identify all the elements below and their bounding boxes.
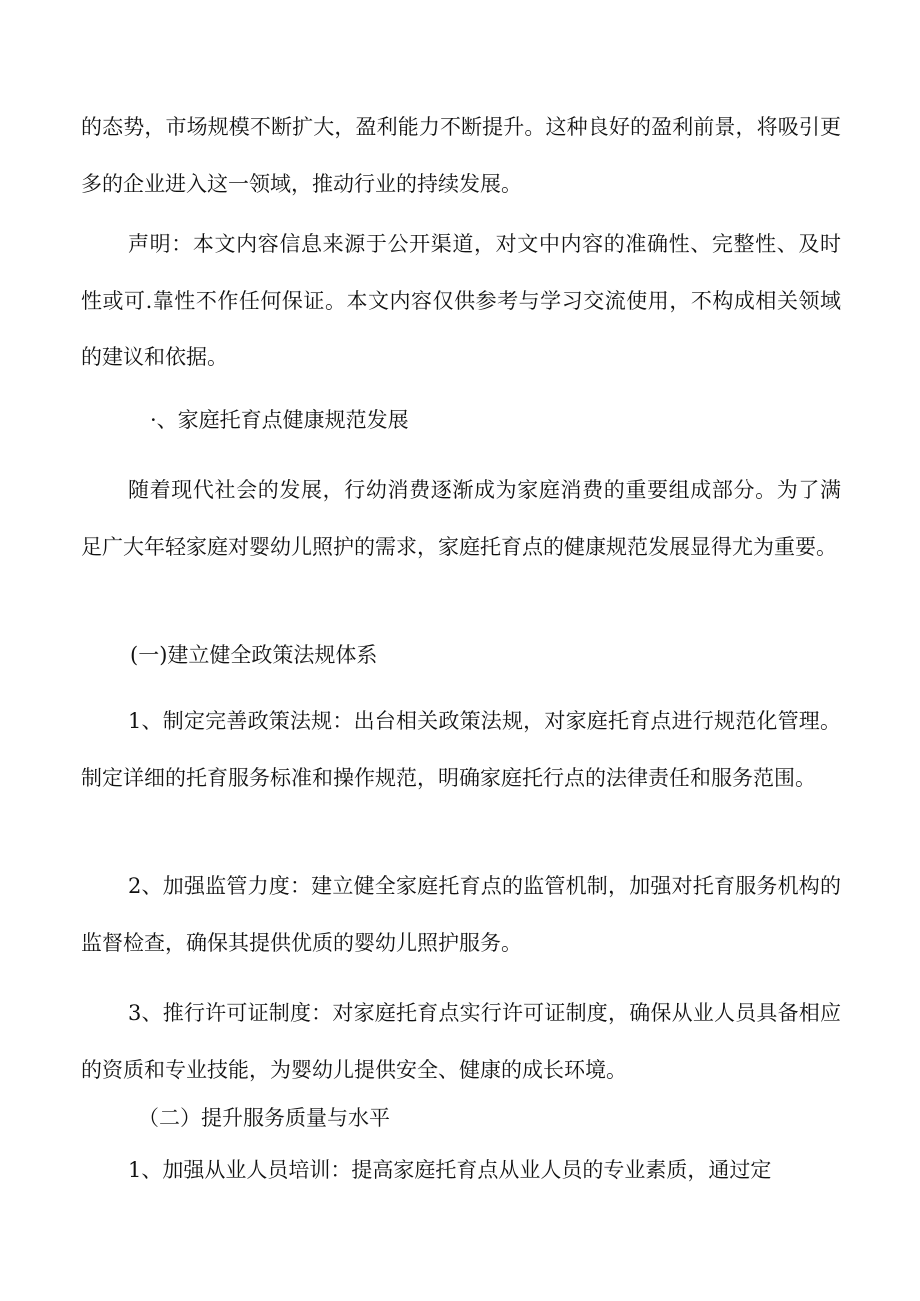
section-heading: ·、家庭托育点健康规范发展 [150,408,409,432]
intro-paragraph-text: 的态势，市场规模不断扩大，盈利能力不断提升。这种良好的盈利前景，将吸引更多的企业进入这一领域，推动行业的持续发展。 [81,115,841,196]
item-1-3-paragraph [81,985,841,1098]
item-1-1-text: 1、制定完善政策法规：出台相关政策法规，对家庭托育点进行规范化管理。制定详细的托育服务标准和操作规范，明确家庭托行点的法律责任和服务范围。 [81,709,841,790]
intro-paragraph [81,99,841,212]
item-1-1-paragraph [81,693,841,806]
subsection-2-heading: （二）提升服务质量与水平 [138,1106,390,1130]
section-intro-paragraph [81,462,841,575]
item-2-1-text: 1、加强从业人员培训：提高家庭托育点从业人员的专业素质，通过定 [128,1158,772,1182]
section-intro-text: 随着现代社会的发展，行幼消费逐渐成为家庭消费的重要组成部分。为了满足广大年轻家庭对婴幼儿照护的需求，家庭托育点的健康规范发展显得尤为重要。 [81,478,841,559]
item-1-3-text: 3、推行许可证制度：对家庭托育点实行许可证制度，确保从业人员具备相应的资质和专业技能，为婴幼儿提供安全、健康的成长环境。 [81,1001,841,1082]
disclaimer-paragraph-text: 声明：本文内容信息来源于公开渠道，对文中内容的准确性、完整性、及时性或可.靠性不作任何保证。本文内容仅供参考与学习交流使用，不构成相关领域的建议和依据。 [81,232,841,369]
item-1-2-paragraph [81,858,841,971]
item-1-2-text: 2、加强监管力度：建立健全家庭托育点的监管机制，加强对托育服务机构的监督检查，确保其提供优质的婴幼儿照护服务。 [81,874,841,955]
subsection-1-heading: (一)建立健全政策法规体系 [130,643,378,667]
disclaimer-paragraph [81,216,841,386]
item-2-1-paragraph [81,1142,841,1199]
